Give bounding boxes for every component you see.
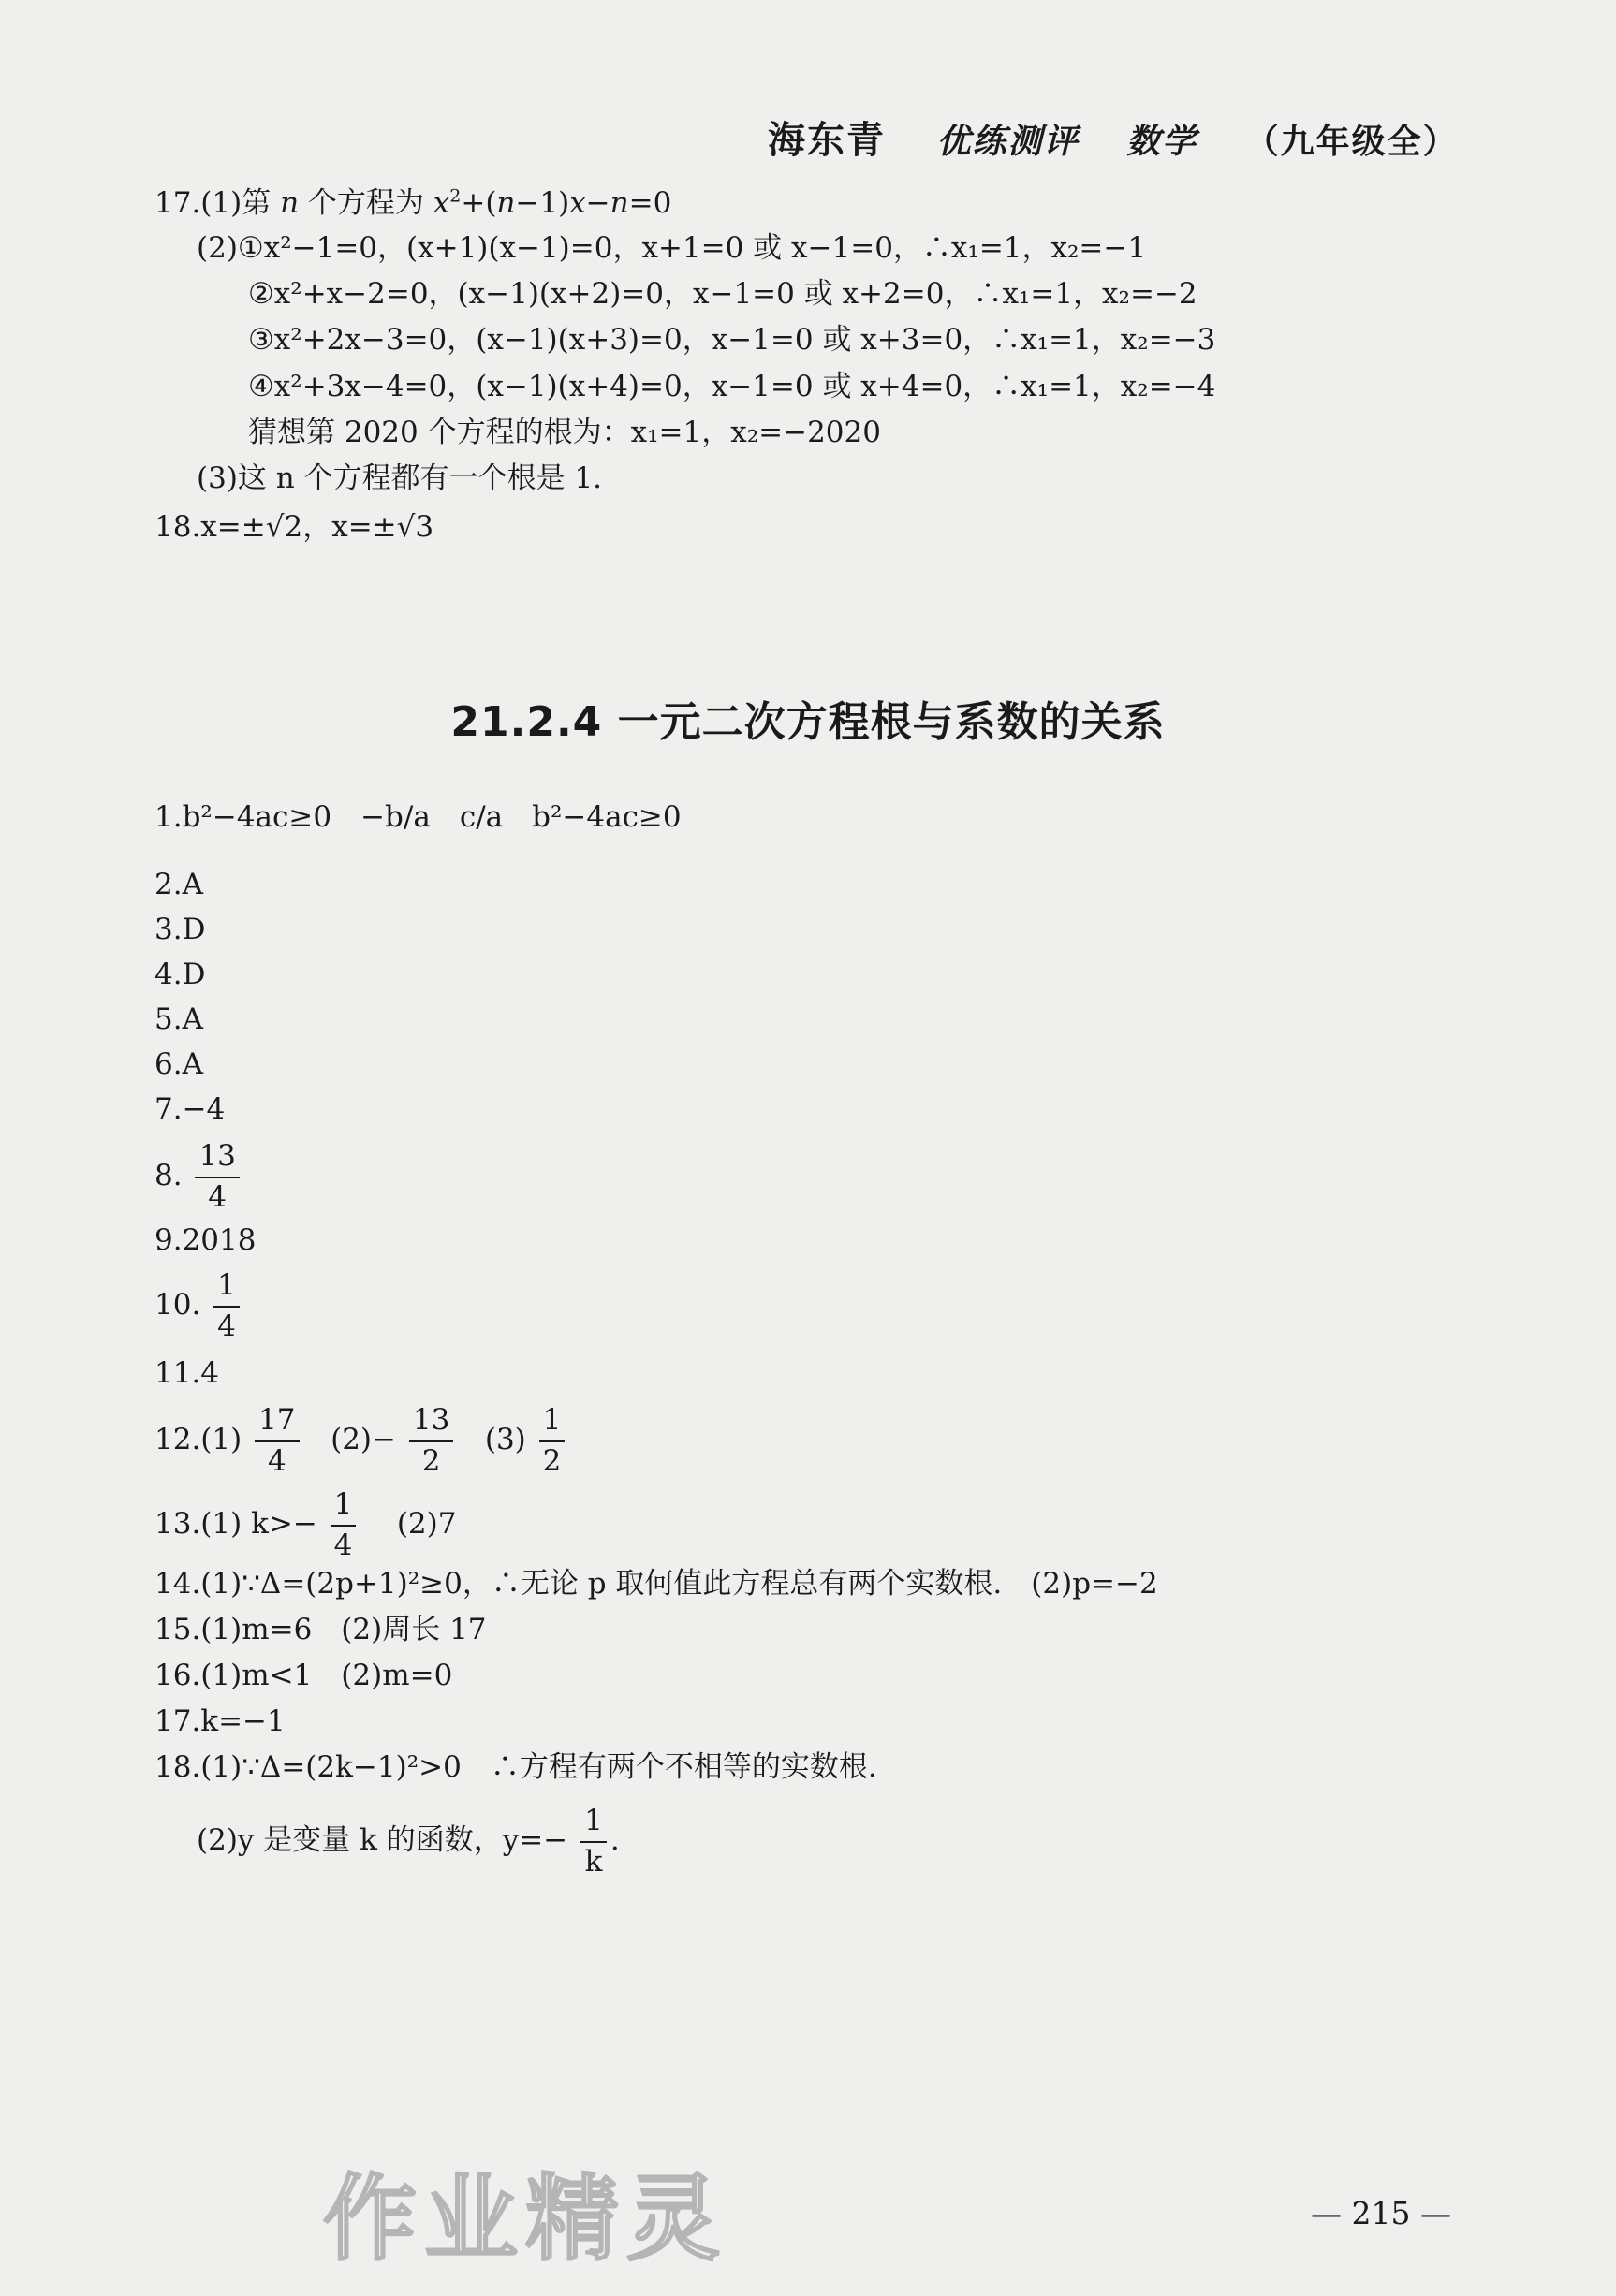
- answer-14: 14.(1)∵Δ=(2p+1)²≥0，∴无论 p 取何值此方程总有两个实数根. (2)p=−2: [154, 1567, 1158, 1601]
- answer-11: 11.4: [154, 1356, 220, 1390]
- fraction: $\frac{17}{4}$: [255, 1404, 299, 1478]
- header-subject: 数学: [1126, 122, 1198, 161]
- answer-10: 10. $\frac{1}{4}$: [154, 1269, 243, 1343]
- answer-17: 17.k=−1: [154, 1704, 286, 1738]
- page-header: [768, 110, 1459, 164]
- answer-18-part1: 18.(1)∵Δ=(2k−1)²>0 ∴方程有两个不相等的实数根.: [154, 1750, 877, 1784]
- header-grade: （九年级全）: [1244, 122, 1459, 161]
- answer-5: 5.A: [154, 1002, 203, 1036]
- answer-8: 8. $\frac{13}{4}$: [154, 1140, 243, 1214]
- prev-q17-row3: ③x²+2x−3=0，(x−1)(x+3)=0，x−1=0 或 x+3=0，∴x₁=1，x₂=−3: [248, 323, 1216, 357]
- prev-q17-row1: (2)①x²−1=0，(x+1)(x−1)=0，x+1=0 或 x−1=0，∴x₁=1，x₂=−1: [197, 231, 1147, 265]
- answer-15: 15.(1)m=6 (2)周长 17: [154, 1613, 487, 1646]
- answer-12: 12.(1) $\frac{17}{4}$ (2)− $\frac{13}{2}$ (3) $\frac{1}{2}$: [154, 1404, 568, 1478]
- prev-q17-row4: ④x²+3x−4=0，(x−1)(x+4)=0，x−1=0 或 x+4=0，∴x₁=1，x₂=−4: [248, 370, 1216, 403]
- fraction: $\frac{1}{k}$: [580, 1805, 607, 1879]
- answer-3: 3.D: [154, 913, 206, 946]
- answer-6: 6.A: [154, 1047, 203, 1081]
- prev-q18: 18.x=±√2，x=±√3: [154, 510, 434, 544]
- page-number: — 215 —: [1311, 2195, 1451, 2231]
- fraction: $\frac{13}{2}$: [409, 1404, 453, 1478]
- fraction: $\frac{13}{4}$: [195, 1140, 239, 1214]
- prev-q17-part3: (3)这 n 个方程都有一个根是 1.: [197, 461, 603, 495]
- answer-1: 1.b²−4ac≥0 −b/a c/a b²−4ac≥0: [154, 800, 682, 834]
- fraction: $\frac{1}{2}$: [539, 1404, 566, 1478]
- section-title: 21.2.4 一元二次方程根与系数的关系: [450, 698, 1166, 746]
- answer-13: 13.(1) k>− $\frac{1}{4}$ (2)7: [154, 1487, 457, 1562]
- header-series: 优练测评: [936, 122, 1080, 161]
- answer-9: 9.2018: [154, 1223, 257, 1257]
- answer-4: 4.D: [154, 958, 206, 991]
- prev-q17-row2: ②x²+x−2=0，(x−1)(x+2)=0，x−1=0 或 x+2=0，∴x₁=1，x₂=−2: [248, 277, 1197, 311]
- fraction: $\frac{1}{4}$: [331, 1488, 357, 1562]
- prev-q17-guess: 猜想第 2020 个方程的根为：x₁=1，x₂=−2020: [248, 416, 881, 449]
- fraction: $\frac{1}{4}$: [213, 1269, 240, 1343]
- header-brand: 海东青: [768, 118, 886, 162]
- watermark: 作业精灵: [323, 2164, 727, 2274]
- answer-2: 2.A: [154, 868, 203, 901]
- answer-7: 7.−4: [154, 1092, 226, 1126]
- answer-16: 16.(1)m<1 (2)m=0: [154, 1659, 453, 1692]
- answer-18-part2: (2)y 是变量 k 的函数，y=− $\frac{1}{k}$ .: [197, 1804, 620, 1879]
- prev-q17-part1: 17.(1)第 n 个方程为 $x^2+(n-1)x-n=0$: [154, 185, 672, 220]
